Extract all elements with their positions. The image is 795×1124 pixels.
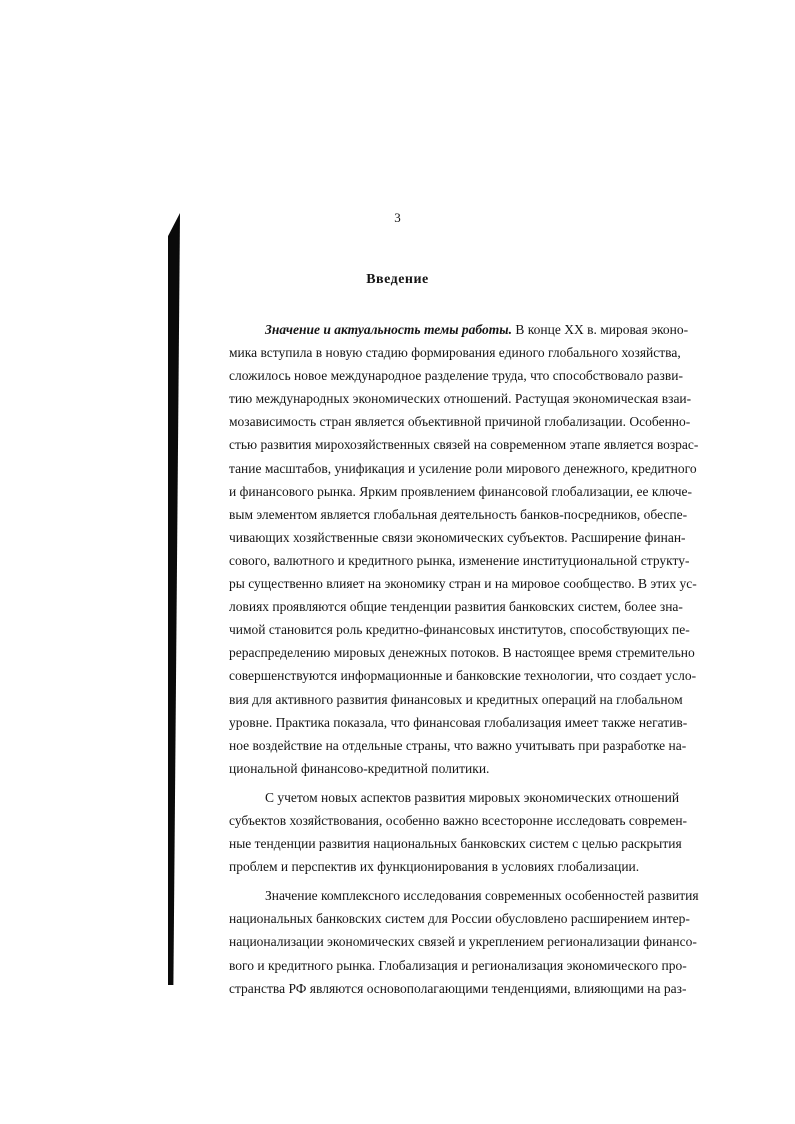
text-line: С учетом новых аспектов развития мировых экономических отношений bbox=[265, 789, 680, 805]
text-line: проблем и перспектив их функционирования в условиях глобализации. bbox=[229, 859, 640, 875]
text-line: ные тенденции развития национальных банковских систем с целью раскрытия bbox=[229, 836, 682, 852]
text-line: вия для активного развития финансовых и кредитных операций на глобальном bbox=[229, 691, 683, 707]
text-line: национализации экономических связей и укреплением регионализации финансо- bbox=[229, 934, 697, 950]
text-line: мика вступила в новую стадию формирования единого глобального хозяйства, bbox=[229, 345, 681, 361]
scan-edge-shadow bbox=[168, 213, 180, 985]
text-line: совершенствуются информационные и банковские технологии, что создает усло- bbox=[229, 668, 697, 684]
text-line: национальных банковских систем для России обусловлено расширением интер- bbox=[229, 911, 690, 927]
text-line: рераспределению мировых денежных потоков. В настоящее время стремительно bbox=[229, 645, 695, 661]
text-line: Значение и актуальность темы работы. В конце XX в. мировая эконо- bbox=[265, 322, 689, 337]
text-line: чивающих хозяйственные связи экономических субъектов. Расширение финан- bbox=[229, 529, 686, 545]
paragraph-1 bbox=[229, 318, 699, 780]
text-line: стью развития мирохозяйственных связей на современном этапе является возрас- bbox=[229, 437, 699, 453]
text-line: сложилось новое международное разделение труда, что способствовало разви- bbox=[229, 368, 683, 384]
text-line: ное воздействие на отдельные страны, что важно учитывать при разработке на- bbox=[229, 737, 687, 753]
text-line: мозависимость стран является объективной причиной глобализации. Особенно- bbox=[229, 414, 691, 430]
text-line: циональной финансово-кредитной политики. bbox=[229, 760, 490, 776]
paragraph-3 bbox=[229, 884, 699, 999]
text-line: сового, валютного и кредитного рынка, изменение институциональной структу- bbox=[229, 552, 690, 568]
section-heading: Введение bbox=[366, 272, 429, 287]
text-line: Значение комплексного исследования современных особенностей развития bbox=[265, 888, 699, 904]
text-line: чимой становится роль кредитно-финансовых институтов, способствующих пе- bbox=[229, 622, 690, 638]
page-number: 3 bbox=[394, 210, 401, 225]
text-line: тание масштабов, унификация и усиление роли мирового денежного, кредитного bbox=[229, 460, 697, 476]
text-line: вого и кредитного рынка. Глобализация и регионализация экономического про- bbox=[229, 957, 687, 973]
text-line: ловиях проявляются общие тенденции развития банковских систем, более зна- bbox=[229, 599, 683, 615]
text-line: вым элементом является глобальная деятельность банков-посредников, обеспе- bbox=[229, 506, 688, 522]
text-line: ры существенно влияет на экономику стран и на мировое сообщество. В этих ус- bbox=[229, 576, 697, 592]
text-line: тию международных экономических отношений. Растущая экономическая взаи- bbox=[229, 391, 692, 407]
text-line: и финансового рынка. Ярким проявлением финансовой глобализации, ее ключе- bbox=[229, 483, 692, 499]
paragraph-2 bbox=[229, 786, 688, 878]
text-line: уровне. Практика показала, что финансовая глобализация имеет также негатив- bbox=[229, 714, 688, 730]
paragraph-lead: Значение и актуальность темы работы. bbox=[265, 322, 512, 337]
text-line: странства РФ являются основополагающими тенденциями, влияющими на раз- bbox=[229, 980, 687, 996]
body-text bbox=[229, 318, 699, 1000]
text-line: субъектов хозяйствования, особенно важно всесторонне исследовать современ- bbox=[229, 812, 688, 828]
